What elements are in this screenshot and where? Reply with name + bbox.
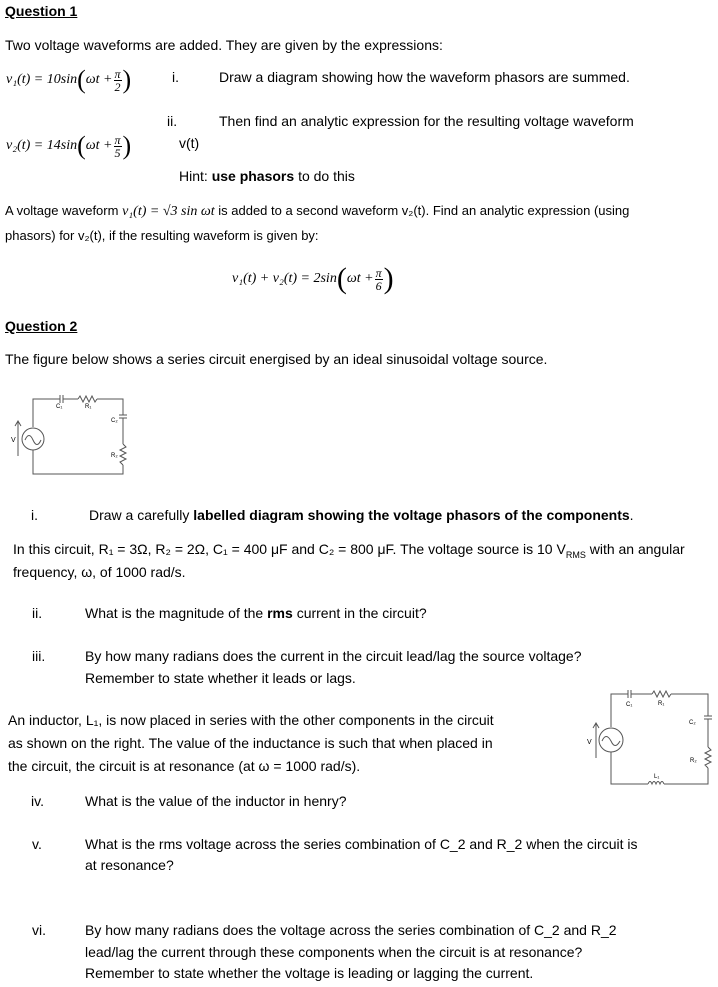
question-2-heading: Question 2: [5, 318, 78, 334]
q1-paragraph-line2: phasors) for v₂(t), if the resulting waveform is given by:: [5, 228, 319, 243]
inductor-para-line2: as shown on the right. The value of the inductance is such that when placed in: [8, 735, 493, 751]
q2-item-i-text: [89, 507, 634, 523]
label-c1: C₁: [56, 404, 63, 410]
eq2-arg: ωt +: [85, 138, 113, 153]
hint-label: Hint:: [179, 168, 208, 184]
para2-math: v₁(t) = √3 sin ωt: [122, 204, 215, 219]
eq2-lhs: v₂(t) = 14sin: [6, 138, 78, 153]
q2-params-line1: [13, 541, 685, 560]
wire2-bottom-left: [611, 752, 648, 784]
eq3-den: 6: [375, 278, 382, 293]
hint-rest: to do this: [298, 168, 355, 184]
label2-r1: R₁: [658, 701, 665, 707]
wire-top-right: [97, 399, 123, 415]
item-i-pre: Draw a carefully: [89, 507, 190, 523]
q2-item-iii-number: iii.: [32, 648, 46, 664]
q1-item-ii-text: Then find an analytic expression for the resulting voltage waveform: [219, 113, 634, 129]
q2-item-vi-number: vi.: [32, 922, 46, 938]
q2-params-line2: frequency, ω, of 1000 rad/s.: [13, 564, 186, 580]
equation-sum: v₁(t) + v₂(t) = 2sin ( ωt + $\frac{\pi}{6}$ ): [232, 262, 394, 295]
q2-item-ii-number: ii.: [32, 605, 43, 621]
q2-item-vi-line2: lead/lag the current through these components when the circuit is at resonance?: [85, 944, 583, 960]
eq3-arg: ωt +: [346, 271, 374, 286]
params-sub: RMS: [565, 549, 586, 560]
r2-resistor: [120, 444, 126, 465]
q2-item-vi-line3: Remember to state whether the voltage is leading or lagging the current.: [85, 965, 534, 981]
q2-item-ii-text: [85, 605, 427, 621]
label2-c1: C₁: [626, 702, 633, 708]
label-v: V: [11, 437, 16, 444]
equation-v2: v₂(t) = 14sin ( ωt + $\frac{\pi}{5}$ ): [6, 131, 132, 160]
q1-paragraph-line1: [5, 203, 629, 220]
params-line1: In this circuit, R₁ = 3Ω, R₂ = 2Ω, C₁ = 400 μF and C₂ = 800 μF. The voltage source is 10 V: [13, 541, 566, 557]
label2-r2: R₂: [690, 758, 697, 764]
ac-source-wave: [25, 436, 41, 445]
q1-item-i-number: i.: [172, 69, 179, 85]
q2-item-v-line1: What is the rms voltage across the series combination of C_2 and R_2 when the circuit is: [85, 836, 638, 852]
eq1-lhs: v₁(t) = 10sin: [6, 72, 78, 87]
r1-2-resistor: [652, 691, 671, 697]
eq1-arg: ωt +: [85, 72, 113, 87]
wire-bottom: [33, 450, 123, 474]
r1-resistor: [78, 396, 97, 402]
hint-bold: use phasors: [211, 168, 295, 184]
q2-item-iv-number: iv.: [31, 793, 44, 809]
wire2-top-left: [611, 694, 628, 727]
eq3-lhs: v₁(t) + v₂(t) = 2sin: [232, 271, 337, 286]
eq2-num: π: [114, 132, 121, 147]
q2-item-i-number: i.: [31, 507, 38, 523]
label-r1: R₁: [85, 404, 92, 410]
q2-item-vi-line1: By how many radians does the voltage across the series combination of C_2 and R_2: [85, 922, 617, 938]
item-i-bold: labelled diagram showing the voltage phasors of the components: [193, 507, 630, 523]
item-ii-pre: What is the magnitude of the: [85, 605, 264, 621]
q1-item-ii-number: ii.: [167, 113, 178, 129]
item-ii-bold: rms: [267, 605, 293, 621]
r2-2-resistor: [705, 747, 711, 768]
q2-item-iv-text: What is the value of the inductor in henry?: [85, 793, 347, 809]
eq1-den: 2: [114, 79, 121, 94]
q1-hint: [179, 168, 355, 184]
q1-item-i-text: Draw a diagram showing how the waveform phasors are summed.: [219, 69, 630, 85]
eq1-num: π: [114, 66, 121, 81]
ac-source-2-wave: [602, 737, 620, 746]
question-1-heading: Question 1: [5, 3, 78, 19]
item-i-post: .: [629, 507, 634, 523]
inductor-para-line3: the circuit, the circuit is at resonance (at ω = 1000 rad/s).: [8, 758, 361, 774]
eq3-num: π: [375, 265, 382, 280]
label2-l1: L₁: [654, 774, 660, 780]
wire2-bottom-right: [664, 768, 708, 784]
q2-item-v-number: v.: [32, 836, 42, 852]
params-line1b: with an angular: [585, 541, 685, 557]
l1-inductor: [648, 782, 664, 785]
label2-v: V: [587, 739, 592, 746]
item-ii-post: current in the circuit?: [296, 605, 427, 621]
label2-c2: C₂: [689, 720, 696, 726]
inductor-para-line1: An inductor, L₁, is now placed in series with the other components in the circuit: [8, 712, 494, 728]
wire2-top-right: [671, 694, 708, 716]
series-circuit-diagram: [8, 382, 128, 482]
equation-v1: v₁(t) = 10sin ( ωt + $\frac{\pi}{2}$ ): [6, 65, 132, 94]
q2-item-v-line2: at resonance?: [85, 857, 174, 873]
q1-intro: Two voltage waveforms are added. They are given by the expressions:: [5, 37, 443, 53]
q2-intro: The figure below shows a series circuit energised by an ideal sinusoidal voltage source.: [5, 351, 548, 367]
q1-item-ii-continued: v(t): [179, 135, 200, 151]
q2-item-iii-line1: By how many radians does the current in the circuit lead/lag the source voltage?: [85, 648, 582, 664]
label-r2: R₂: [111, 453, 118, 459]
label-c2: C₂: [111, 418, 118, 424]
para2-a: A voltage waveform: [5, 203, 119, 218]
eq2-den: 5: [114, 145, 121, 160]
q2-item-iii-line2: Remember to state whether it leads or lags.: [85, 670, 356, 686]
resonant-circuit-diagram: [584, 680, 714, 795]
para2-b: is added to a second waveform v₂(t). Find an analytic expression (using: [218, 203, 630, 218]
